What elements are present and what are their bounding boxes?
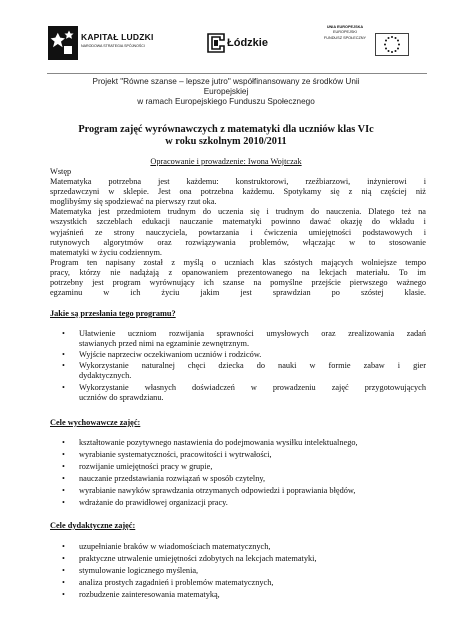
bullet-icon: • [62,578,65,587]
intro-line: wszystkich szczeblach edukacji nauczanie matematyki powinno dawać okazję do wkładu i [50,217,426,227]
list-item-text: kształtowanie pozytywnego nastawienia do podejmowania wysiłku intelektualnego, [79,438,358,447]
list-item-text: rozwijanie umiejętności pracy w grupie, [79,462,213,471]
list-item-text: wdrażanie do prawidłowej organizacji pracy. [79,498,228,507]
project-line-3: w ramach Europejskiego Funduszu Społecznego [137,97,315,106]
project-line-2: Europejskiej [203,87,249,96]
intro-line: Matematyka potrzebna jest każdemu: konstruktorowi, rzeźbiarzowi, inżynierowi i [50,177,426,187]
list-item-text: praktyczne utrwalenie umiejętności zdobytych na lekcjach matematyki, [79,554,317,563]
eu-logo-line1: UNIA EUROPEJSKA [326,25,364,29]
list-item-text: stawianych przed nimi na egzaminie zewnętrznym. [79,339,250,349]
lodzkie-text: Łódzkie [227,37,268,49]
lodzkie-emblem-icon [206,32,226,59]
intro-line: moglibyśmy się spodziewać na pierwszy rzut oka. [50,197,217,207]
bullet-icon: • [62,438,65,447]
intro-line: matematyki w życiu codziennym. [50,247,162,257]
intro-line: potrzebny jest program wyrównujący ich szanse na pomyślne przejście pierwszego ważnego [50,278,426,288]
bullet-icon: • [62,486,65,495]
document-title-line-2: w roku szkolnym 2010/2011 [165,136,287,147]
intro-line: pracy, którzy nie nadążają z opanowaniem prezentowanego na lekcjach materiału. To im [50,267,426,277]
kapital-ludzki-text [81,32,154,48]
document-title-line-1: Program zajęć wyrównawczych z matematyki dla uczniów klas VIc [78,124,374,135]
intro-section [50,167,426,298]
intro-line: wyjaśnień ze strony nauczyciela, powtarzania i ćwiczenia umiejętności podstawowych i [50,227,426,237]
kapital-ludzki-emblem-icon [48,26,78,60]
eu-logo-line2: EUROPEJSKI [332,30,358,35]
list-item-text: analiza prostych zagadnień i problemów matematycznych, [79,578,274,587]
intro-line: sprzedawczyni w sklepie. Jest ona potrzebna każdemu. Spotykamy się z nią częściej niż [50,187,426,197]
header-divider [47,73,427,74]
eu-logo-line3: FUNDUSZ SPOŁECZNY [323,35,367,40]
bullet-icon: • [62,542,65,551]
intro-heading: Wstęp [50,167,72,176]
eu-logo-text [318,25,372,41]
list-item-text: Ułatwienie uczniom rozwijania sprawności umysłowych oraz zrealizowania zadań [79,329,426,338]
list-item-text: uzupełnianie braków w wiadomościach matematycznych, [79,542,271,551]
bullet-icon: • [62,350,65,359]
intro-line: rutynowych algorytmów oraz rozwiązywania problemów, włączając w to stosowanie [50,237,426,247]
list-item-text: rozbudzenie zainteresowania matematyką, [79,590,220,599]
bullet-icon: • [62,450,65,459]
bullet-icon: • [62,361,65,370]
author-line: Opracowanie i prowadzenie: Iwona Wojtczak [150,157,302,166]
list-item-text: wyrabianie nawyków sprawdzania otrzymanych odpowiedzi i poprawiania błędów, [79,486,356,495]
bullet-icon: • [62,554,65,563]
lodzkie-logo [206,32,276,56]
bullet-icon: • [62,329,65,338]
list-item-text: nauczanie przedstawiania rozwiązań w sposób czytelny, [79,474,266,483]
kapital-ludzki-title: KAPITAŁ LUDZKI [81,32,154,42]
section-1-heading: Jakie są przesłania tego programu? [50,309,176,318]
bullet-icon: • [62,383,65,392]
list-item-text: dydaktycznych. [79,371,132,381]
eu-logo [318,25,410,65]
kapital-ludzki-subtitle: NARODOWA STRATEGIA SPÓJNOŚCI [81,44,145,48]
section-2-heading: Cele wychowawcze zajęć: [50,418,141,427]
eu-flag-icon [375,33,409,61]
list-item-text: Wykorzystanie własnych doświadczeń w prowadzeniu zajęć przygotowujących [79,383,426,392]
bullet-icon: • [62,462,65,471]
bullet-icon: • [62,590,65,599]
list-item-text: Wykorzystanie naturalnej chęci dziecka do nauki w formie zabaw i gier [79,361,426,370]
list-item-text: uczniów do sprawdzianu. [79,393,164,403]
list-item-text: wyrabianie systematyczności, pracowitości i wytrwałości, [79,450,272,459]
list-item-text: stymulowanie logicznego myślenia, [79,566,199,575]
bullet-icon: • [62,566,65,575]
intro-line: egzaminu w ich życiu jakim jest sprawdzian po szóstej klasie. [50,288,426,298]
bullet-icon: • [62,498,65,507]
kapital-ludzki-logo [48,26,154,62]
bullet-icon: • [62,474,65,483]
section-3-heading: Cele dydaktyczne zajęć: [50,521,136,530]
intro-line: Program ten napisany został z myślą o uczniach klas szóstych mających wolniejsze tempo [50,257,426,267]
intro-line: Matematyka jest przedmiotem trudnym do uczenia się i trudnym do nauczenia. Dlatego też na [50,207,426,217]
project-line-1: Projekt "Równe szanse – lepsze jutro" współfinansowany ze środków Unii [92,77,360,86]
list-item-text: Wyjście naprzeciw oczekiwaniom uczniów i rodziców. [79,350,262,359]
